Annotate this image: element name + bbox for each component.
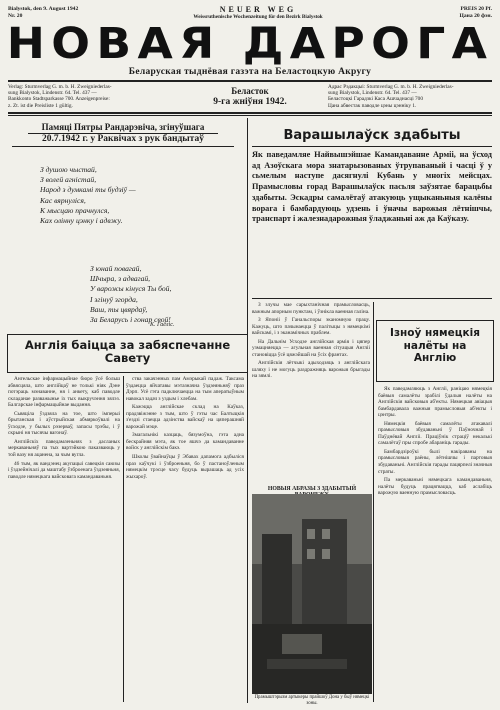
paragraph: З Японіі ў Ганальспоры эканомную працу. Кажуць, што пачынаецца ў палітыцы з нямецкімі вайскамі, і з эканамічных праблем.	[252, 317, 370, 337]
issue-info	[8, 6, 128, 19]
price-german: PREIS 20 Pf.	[460, 6, 492, 12]
article-headline-box	[7, 334, 248, 373]
memorial-underline	[12, 146, 234, 147]
poem-line: Народ з думкамі ты будзіў —	[40, 185, 136, 195]
paragraph: Нямецкія баёвыя самалёты атакавалі прамысловыя збудаваньні ў Паўночнай і Паўднёвай Англіі. Праціўнік страціў некалькі самалётаў пры спробе абараніць гарады.	[378, 420, 492, 447]
dateline	[180, 86, 320, 108]
german-title-block	[158, 6, 358, 20]
headline-rule	[252, 146, 492, 147]
publisher-line: sung Bialystok, Lindenstr. 64. Tel. 437 —	[8, 90, 97, 97]
section-rule	[252, 298, 492, 299]
price-belarusian: Цана 20 фэн.	[459, 12, 492, 19]
dateline-city: Беласток	[231, 86, 269, 96]
publisher-line: Verlag: Sturmverlag G. m. b. H. Zweigniederlas-	[8, 84, 112, 90]
poem-stanza	[90, 264, 240, 325]
paragraph: Па меркаваньні нямецкага камандаваньня, налёты будуць працягвацца, каб аслабіць варожую ваенную прамысловасць.	[378, 477, 492, 497]
german-subtitle: Weissruthenische Wochenzeitung für den Bezirk Bialystok	[193, 14, 323, 20]
publisher-info	[8, 84, 173, 109]
paragraph: 46 тым, як вандэнец акупацыі савецкія саюзы і ўздзейнічалі да маштабу ўзброенага ўздзеяньня, паводле нямецкага вайсковага камандаваньня.	[8, 460, 120, 480]
article-headline-box	[376, 320, 494, 382]
newspaper-title: НОВАЯ ДАРОГА	[6, 19, 494, 69]
paragraph: ства закачэнных пам Амэрыкай падаж. Таксама ўздаецца яйчатавы мэтазначна ўздзеяньняў праз Дэрп. Усё гэта падключаецца на тым аператыўным навокал задач з уздым і хлебам.	[126, 376, 244, 402]
poem-line: Ках олінну цэнку і адвжу.	[40, 216, 123, 226]
column-divider	[247, 118, 248, 703]
poem-signature: К. Гаёліс.	[150, 322, 175, 328]
publisher-line: z. Zt. ist die Preisliste 1 gültig.	[8, 102, 73, 109]
paragraph: Як паведамляюць з Англіі, раніцаю нямецкія баёвыя самалёты зрабілі ўдалыя налёты на Англійскія вайсковыя аб'екты. Нямецкая авіацыя бамбардавала важныя прамысловыя аб'екты і цэнтры.	[378, 386, 492, 419]
column-divider	[373, 302, 374, 702]
photo-subcaption: Прамыштэрызм артыкеры прайшоў Дона у быў нямецкі зоны.	[254, 695, 370, 706]
masthead-rule-bottom	[8, 112, 492, 114]
paragraph: Школы ўвайнаўцы ў Эбавах дапамога адбыліся праз каўчукі і ўзброеньня, бо ў пастаноўленым нямецкім трэсце часу будуць вырашаць ад усіх жыхароў.	[126, 454, 244, 480]
dateline-date: 9-га жніўня 1942.	[213, 97, 287, 107]
poem-line: Кас вярнуліся,	[40, 195, 86, 205]
poem-line: За Беларусь і гонар свой!	[90, 315, 171, 325]
poem-line: З волей агністай,	[40, 175, 97, 185]
poem-line: Шчыра, з адвагай,	[90, 274, 151, 284]
paragraph: Змагальнікі казцаць, бязумоўна, гэта адна бескрайняя мэта, як тое яшчэ да камандаванне войск у англійскім бакэ.	[126, 432, 244, 452]
memorial-subheading: 20.7.1942 г. у Раквічах з рук бандытаў	[42, 134, 204, 144]
poem-line: З душою чыстай,	[40, 165, 97, 174]
paragraph: З злучы мае сарыхтанічная прамысловасць, важным апорным пунктам, і ўзнікла ваенная галіна.	[252, 302, 370, 315]
poem-line: К мысцаю прачнулся,	[40, 205, 110, 215]
memorial-heading: Памяці Пятры Рандарэвіча, згінуўшага	[41, 122, 205, 132]
editorial-line: Беластоцкі Гарадзкі Каса Ашчаднасці 700	[328, 96, 423, 103]
editorial-line: Адрас Рэдакцыі: Sturmverlag G. m. b. H. Zweigniederlas-	[328, 84, 454, 90]
photo-caption: НОВЫЯ АБРАЗЫ З ЗДАБЫТЫЙ	[267, 486, 357, 492]
editorial-line: Цана абвестак паводле цэны цэнніку 1.	[328, 102, 417, 109]
column-divider	[123, 376, 124, 702]
poem-line: Ваш, ты цвярдаў,	[90, 304, 148, 314]
issue-number: Nr. 20	[8, 12, 23, 19]
article-column	[8, 376, 120, 702]
editorial-info	[328, 84, 493, 109]
photo-image	[252, 494, 372, 694]
paragraph: Сьвяціла ўздзяла на тое, што імперыі брытанская і аўстрыйская абмяркоўвалі на ўсходзе, у былых рэзерваў, запасы трэбы, і ў скрыні ня тысячы вагонаў.	[8, 410, 120, 437]
news-photo	[252, 494, 372, 694]
paragraph: Англійскіх паведамленьнях з дасланых меркаваньняў па тых вартэйкою паказваюць у той вазу ня ацанена, за чым вугла.	[8, 438, 120, 459]
poem-line: З юнай повагай,	[90, 264, 142, 273]
article-lead: Як паведамляе Найвышэйшае Камандаванне Арміі, на ўсход ад Азоўскага мора знатарызованых ўтрупаваный і часці ў у сьмелым наступе дасягнулі Кубань у многіх мейсцах. Прамысловы горад Варашылаўск пасьля заўзятае барацьбы здабыты. Эскадры самалётаў атакуюць ущыканьныя калёны ворага і бамбардуюць удзень і ўначы варожыя лётнішчы, транспарт і жалезнадарожныя ўладжаньні аж да Каўказу.	[252, 150, 492, 224]
masthead-rule-top	[8, 80, 492, 82]
article-column	[126, 376, 244, 702]
paragraph: На Дальнім Усходзе англійская армія і цяпер узмацняецца — агульная ваенная сітуацыя Англіі становіцца ўсё цяжэйшай на ўсіх франтах.	[252, 338, 370, 358]
editorial-line: sung Bialystok, Lindenstr. 64. Tel. 437 —	[328, 90, 417, 97]
article-headline: Англія бaіцца за забяспечанне Савету	[24, 338, 231, 365]
article-column	[252, 302, 370, 484]
price-block	[382, 6, 492, 19]
article-headline: Варашылаўск здабыты	[283, 128, 461, 143]
article-column	[378, 386, 492, 702]
publisher-line: Bankkonto Stadtsparkasse 700. Anzeigenpreise:	[8, 96, 110, 103]
poem-line: У варожы кінуся Ты бой,	[90, 284, 172, 294]
article-headline: Ізноў нямецкія налёты на Англію	[390, 327, 480, 364]
masthead-rule-thin	[8, 115, 492, 116]
paragraph: Англійскія лётчыкі адыходзяць з англійскага шляху і не могуць раздражняць варожыя брыгады на зямлі.	[252, 360, 370, 380]
paragraph: Ангельскае інфармацыйнае бюро ўсё больш абвясцяла, што англійцаў не толькі ніяк Дэне потэраць мэнаванне, ня і анкету, каб паводле складанае разважынье іх тых выкручэння зялэз. Балгарскае інфармацыйнае выдання.	[8, 376, 120, 409]
poem-line: І згінуў згорда,	[90, 294, 138, 304]
german-title: NEUER WEG	[219, 5, 297, 14]
paragraph: Кажэцца англійскае склад на Каўказ, прадзвіжэнне з тым, што ў гэты час Балтыцкія з'ездзі стаецца адзінства вайскаў на цяперашняй варожай мэце.	[126, 404, 244, 430]
newspaper-tagline: Беларуская тыднёвая газэта на Беластоцкую Акругу	[128, 67, 372, 77]
issue-date: Bialystok, den 9. August 1942	[8, 6, 79, 12]
paragraph: Бамбардзіроўкі былі накіраваны на прамысловыя раёны, лётнішчы і партовыя збудаваньні. Англійскія гарады пацярпелі значныя страты.	[378, 448, 492, 475]
poem-stanza	[40, 165, 190, 226]
